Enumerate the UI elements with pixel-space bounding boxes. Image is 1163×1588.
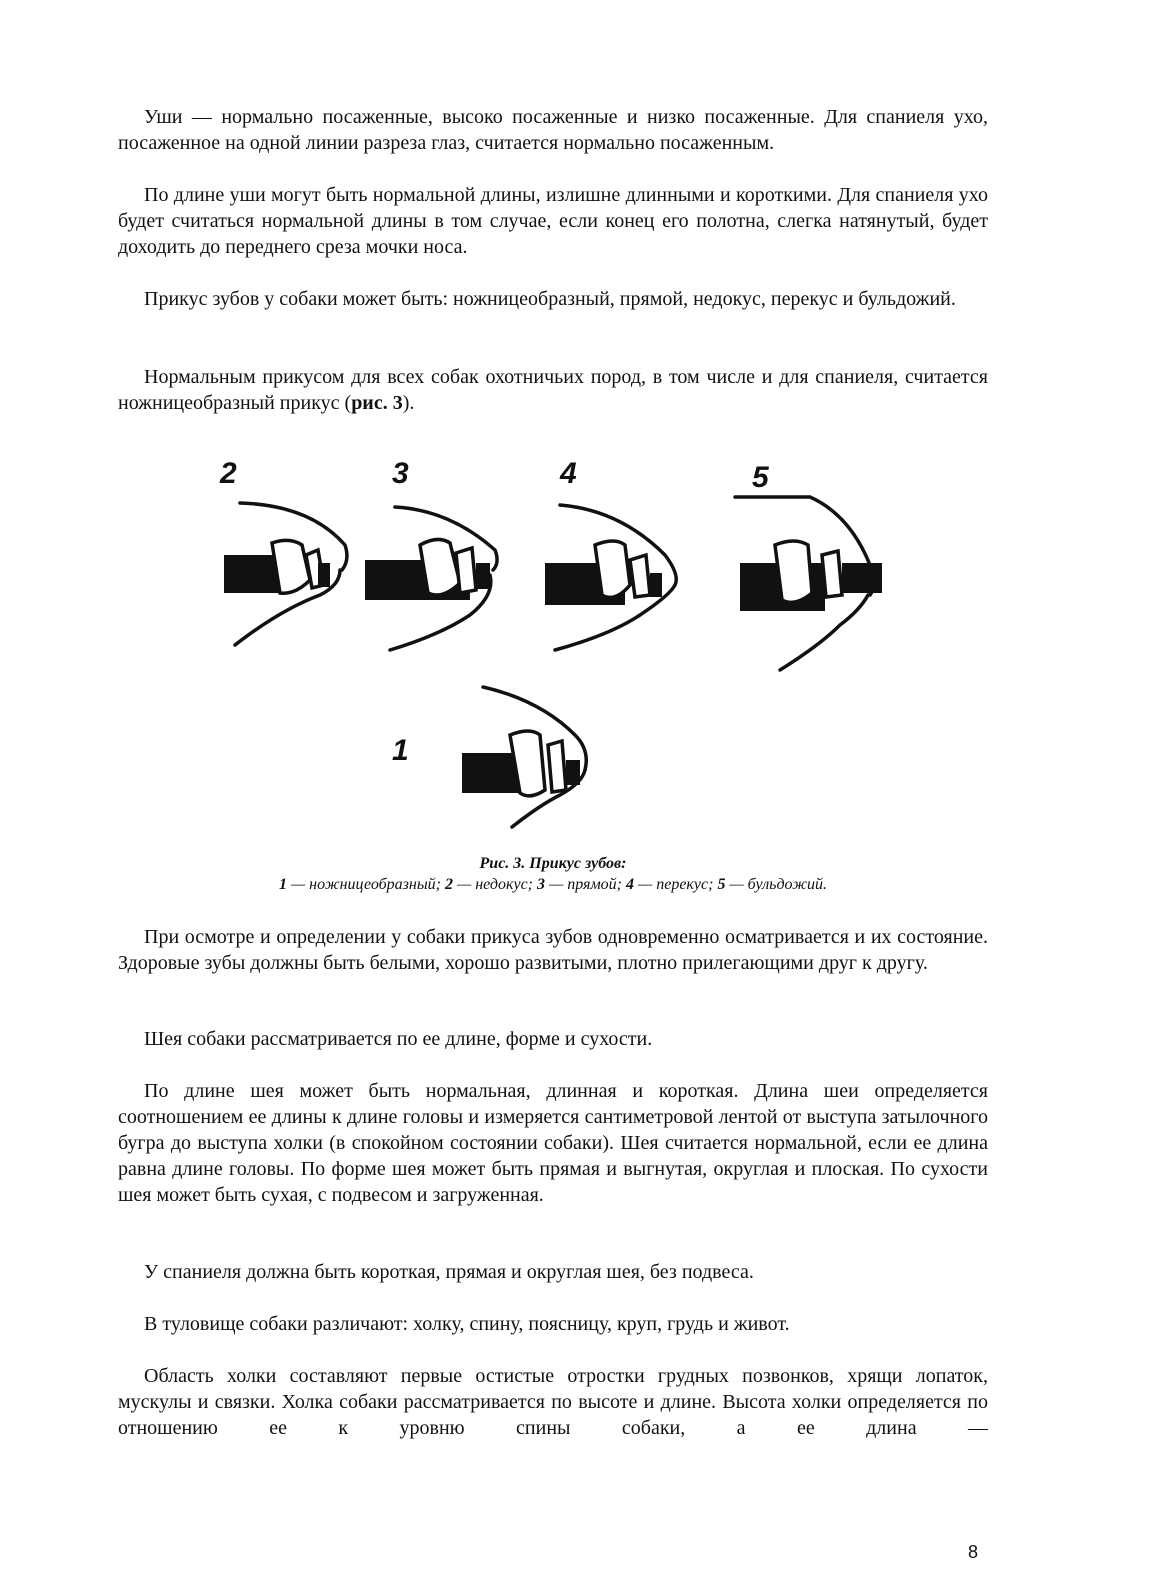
text-after-ref: ). — [402, 392, 415, 414]
paragraph-spaniel-neck: У спаниеля должна быть короткая, прямая и округлая шея, без подвеса. — [144, 1261, 754, 1283]
caption-num-4: 4 — [626, 876, 634, 893]
paragraph-neck-intro: Шея собаки рассматривается по ее длине, форме и сухости. — [144, 1028, 653, 1050]
caption-num-2: 2 — [445, 876, 454, 893]
paragraph-ears-length: По длине уши могут быть нормальной длины, излишне длинными и короткими. Для спаниеля ухо будет считаться нормальной длины в том случае, если конец его полотна, слегка натянутый, будет доходить до переднего среза мочки носа. — [118, 184, 988, 258]
figure-label-3: 3 — [392, 457, 409, 490]
bite-drawing-3 — [365, 507, 497, 650]
paragraph-normal-bite — [118, 364, 988, 416]
caption-num-5: 5 — [717, 876, 726, 893]
caption-num-1: 1 — [278, 876, 287, 893]
caption-text-1: — ножницеобразный; — [286, 876, 446, 893]
figure-label-5: 5 — [752, 461, 769, 494]
figure-label-4: 4 — [560, 457, 577, 490]
caption-text-4: — перекус; — [634, 876, 718, 893]
caption-text-5: — бульдожий. — [725, 876, 828, 893]
caption-title: Рис. 3. Прикус зубов: — [479, 855, 627, 872]
caption-num-3: 3 — [537, 876, 545, 893]
bite-illustration — [210, 445, 910, 840]
bite-drawing-5 — [735, 497, 882, 670]
figure-label-1: 1 — [392, 734, 409, 767]
bite-drawing-1 — [462, 687, 586, 827]
caption-legend — [118, 874, 988, 895]
caption-text-2: — недокус; — [453, 876, 537, 893]
text-before-ref: Нормальным прикусом для всех собак охотничьих пород, в том числе и для спаниеля, считается ножницеобразный прикус ( — [118, 366, 988, 414]
paragraph-torso: В туловище собаки различают: холку, спину, поясницу, круп, грудь и живот. — [144, 1313, 790, 1335]
figure-label-2: 2 — [220, 457, 237, 490]
paragraph-withers: Область холки составляют первые остистые отростки грудных позвонков, хрящи лопаток, мускулы и связки. Холка собаки рассматривается по высоте и длине. Высота холки определяется по отношению ее к уровню спины собаки, а ее длина — — [118, 1365, 988, 1439]
figure-reference: рис. 3 — [351, 392, 403, 414]
paragraph-ears-set: Уши — нормально посаженные, высоко посаженные и низко посаженные. Для спаниеля ухо, посаженное на одной линии разреза глаз, считается нормально посаженным. — [118, 106, 988, 154]
bite-figure — [210, 445, 910, 840]
bite-drawing-4 — [545, 505, 676, 650]
paragraph-bite-types: Прикус зубов у собаки может быть: ножницеобразный, прямой, недокус, перекус и бульдожий. — [144, 288, 956, 310]
caption-text-3: — прямой; — [545, 876, 626, 893]
page-number: 8 — [968, 1542, 979, 1562]
bite-drawing-2 — [224, 503, 347, 645]
paragraph-teeth-state: При осмотре и определении у собаки прикуса зубов одновременно осматривается и их состояние. Здоровые зубы должны быть белыми, хорошо развитыми, плотно прилегающими друг к другу. — [118, 926, 988, 974]
figure-caption — [118, 853, 988, 895]
paragraph-neck-length: По длине шея может быть нормальная, длинная и короткая. Длина шеи определяется соотношением ее длины к длине головы и измеряется сантиметровой лентой от выступа затылочного бугра до выступа холки (в спокойном состоянии собаки). Шея считается нормальной, если ее длина равна длине головы. По форме шея может быть прямая и выгнутая, округлая и плоская. По сухости шея может быть сухая, с подвесом и загруженная. — [118, 1080, 988, 1206]
